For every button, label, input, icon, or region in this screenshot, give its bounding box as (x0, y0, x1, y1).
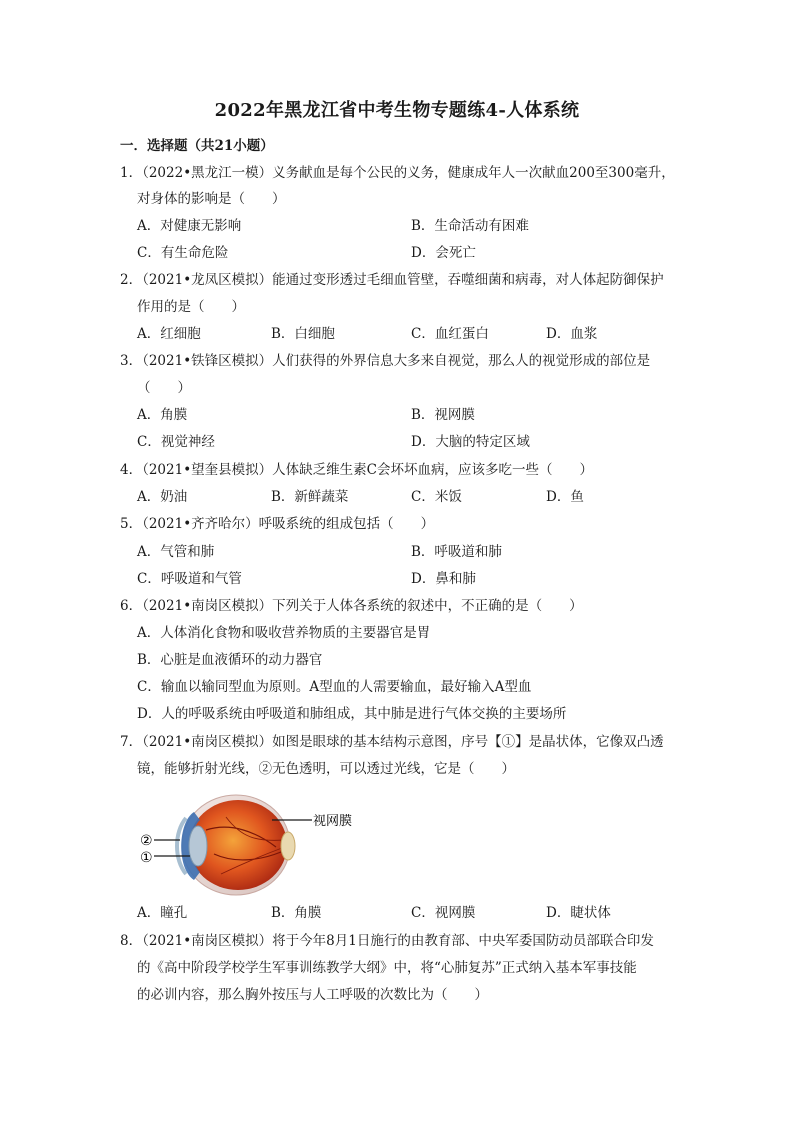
question-7-line-1: 7．（2021•南岗区模拟）如图是眼球的基本结构示意图，序号【①】是晶状体，它像双凸透 (120, 734, 664, 750)
question-8-line-2: 的《高中阶段学校学生军事训练教学大纲》中，将“心肺复苏”正式纳入基本军事技能 (137, 960, 637, 976)
question-4-option-d: D．鱼 (546, 489, 584, 505)
question-7-option-c: C．视网膜 (411, 905, 476, 921)
question-3-line-1: 3．（2021•铁锋区模拟）人们获得的外界信息大多来自视觉，那么人的视觉形成的部位是 (120, 353, 651, 369)
question-2-option-d: D．血浆 (546, 326, 598, 342)
eyeball-shape (177, 795, 295, 895)
section-heading: 一．选择题（共21小题） (120, 138, 274, 154)
question-7-option-a: A．瞳孔 (137, 905, 188, 921)
question-1-line-1: 1．（2022•黑龙江一模）义务献血是每个公民的义务，健康成年人一次献血200至300毫升， (120, 165, 675, 181)
label-1: ① (140, 850, 153, 866)
eyeball-diagram (136, 792, 376, 898)
question-4-option-c: C．米饭 (411, 489, 462, 505)
question-4-option-a: A．奶油 (137, 489, 188, 505)
question-6-option-d: D．人的呼吸系统由呼吸道和肺组成，其中肺是进行气体交换的主要场所 (137, 706, 567, 722)
question-3-line-2: （ ） (137, 380, 191, 396)
question-6-option-b: B．心脏是血液循环的动力器官 (137, 652, 323, 668)
question-1-option-b: B．生命活动有困难 (411, 218, 529, 234)
question-1-option-c: C．有生命危险 (137, 245, 229, 261)
question-5-line-1: 5．（2021•齐齐哈尔）呼吸系统的组成包括（ ） (120, 516, 435, 532)
label-retina: 视网膜 (313, 814, 353, 829)
question-7-option-b: B．角膜 (271, 905, 322, 921)
question-2-line-1: 2．（2021•龙凤区模拟）能通过变形透过毛细血管壁，吞噬细菌和病毒，对人体起防御保护 (120, 272, 664, 288)
question-1-option-a: A．对健康无影响 (137, 218, 242, 234)
question-2-line-2: 作用的是（ ） (137, 299, 245, 315)
question-2-option-b: B．白细胞 (271, 326, 335, 342)
question-8-line-3: 的必训内容，那么胸外按压与人工呼吸的次数比为（ ） (137, 987, 488, 1003)
question-4-line-1: 4．（2021•望奎县模拟）人体缺乏维生素C会坏坏血病，应该多吃一些（ ） (120, 462, 593, 478)
question-7-option-d: D．睫状体 (546, 905, 611, 921)
question-3-option-d: D．大脑的特定区域 (411, 434, 530, 450)
question-7-line-2: 镜，能够折射光线，②无色透明，可以透过光线，它是（ ） (137, 761, 515, 777)
question-3-option-a: A．角膜 (137, 407, 188, 423)
question-6-option-c: C．输血以输同型血为原则。A型血的人需要输血，最好输入A型血 (137, 679, 532, 695)
question-3-option-c: C．视觉神经 (137, 434, 215, 450)
question-2-option-a: A．红细胞 (137, 326, 201, 342)
question-5-option-c: C．呼吸道和气管 (137, 571, 242, 587)
question-1-option-d: D．会死亡 (411, 245, 476, 261)
question-6-option-a: A．人体消化食物和吸收营养物质的主要器官是胃 (137, 625, 431, 641)
question-5-option-d: D．鼻和肺 (411, 571, 476, 587)
question-8-line-1: 8．（2021•南岗区模拟）将于今年8月1日施行的由教育部、中央军委国防动员部联合印发 (120, 933, 654, 949)
question-3-option-b: B．视网膜 (411, 407, 475, 423)
question-5-option-a: A．气管和肺 (137, 544, 215, 560)
question-6-line-1: 6．（2021•南岗区模拟）下列关于人体各系统的叙述中，不正确的是（ ） (120, 598, 583, 614)
page-title: 2022年黑龙江省中考生物专题练4-人体系统 (214, 100, 580, 121)
question-1-line-2: 对身体的影响是（ ） (137, 191, 286, 207)
label-2: ② (140, 833, 153, 849)
question-5-option-b: B．呼吸道和肺 (411, 544, 502, 560)
question-4-option-b: B．新鲜蔬菜 (271, 489, 349, 505)
question-2-option-c: C．血红蛋白 (411, 326, 489, 342)
